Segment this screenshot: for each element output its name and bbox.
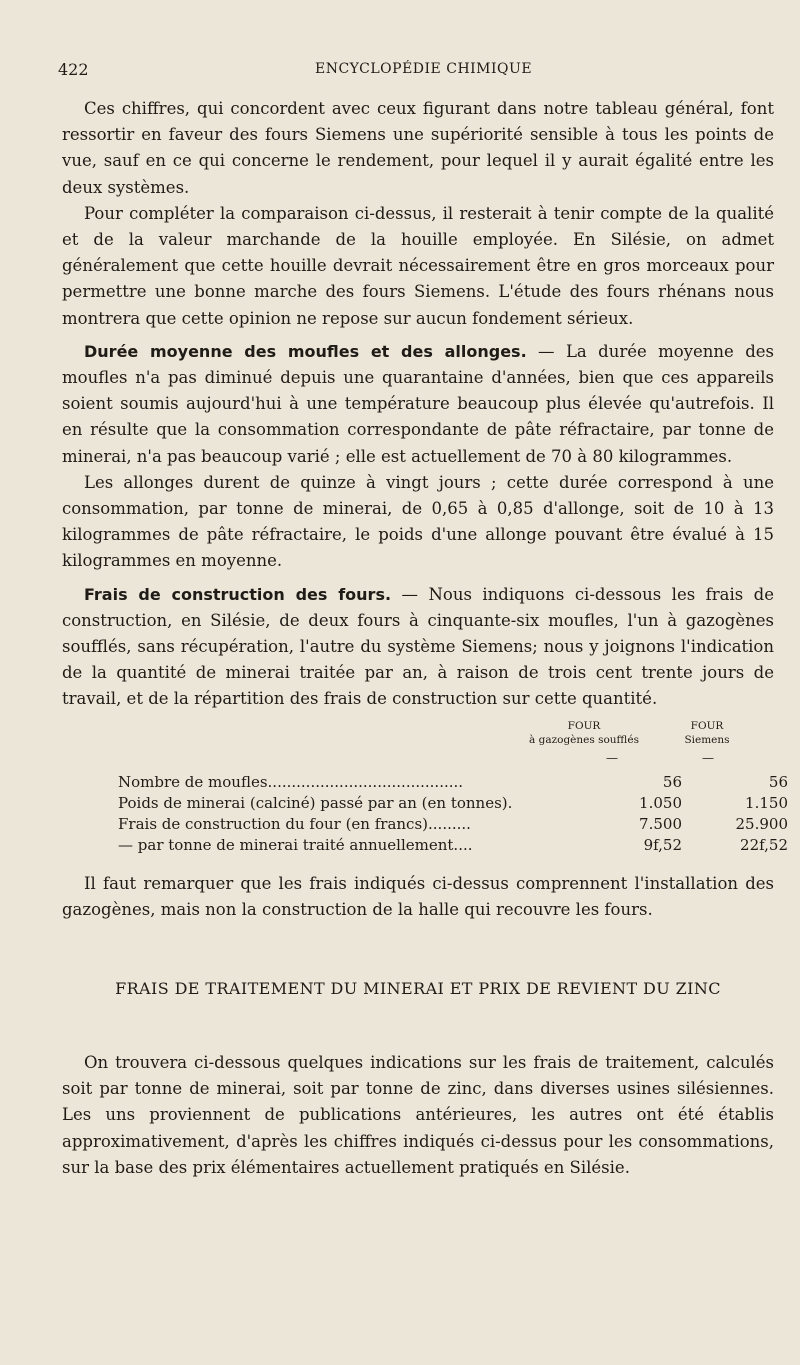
row-label: Poids de minerai (calciné) passé par an (en tonnes). (118, 793, 513, 812)
section-title-frais-traitement: FRAIS DE TRAITEMENT DU MINERAI ET PRIX DE REVIENT DU ZINC (115, 979, 721, 999)
paragraph-1: Ces chiffres, qui concordent avec ceux figurant dans notre tableau général, font ressortir en faveur des fours Siemens une supériorité sensible à tous les points de vue, sauf en ce qui concerne le rendement, pour lequel il y aurait égalité entre les deux systèmes. (62, 99, 774, 197)
section-heading-duree: Durée moyenne des moufles et des allonges. (84, 341, 527, 361)
row-value-gazogenes: 7.500 (639, 814, 682, 833)
col-header-gazogenes (514, 719, 654, 747)
col-header-gazogenes-l1: FOUR (567, 719, 601, 732)
row-value-gazogenes: 9f,52 (643, 835, 682, 854)
row-value-siemens: 1.150 (745, 793, 788, 812)
section-frais (62, 582, 774, 713)
section-heading-frais: Frais de construction des fours. (84, 584, 392, 604)
section-duree (62, 339, 774, 470)
row-value-siemens: 25.900 (735, 814, 788, 833)
table-row (118, 772, 788, 795)
row-value-siemens: 56 (768, 772, 788, 791)
col-dash-2: — (702, 750, 714, 765)
page-body (62, 96, 788, 1181)
row-label: Frais de construction du four (en francs)......... (118, 814, 471, 833)
row-value-gazogenes: 1.050 (639, 793, 682, 812)
paragraph-2: Pour compléter la comparaison ci-dessus, il resterait à tenir compte de la qualité et de la valeur marchande de la houille employée. En Silésie, on admet généralement que cette houille devrait nécessairement être en gros morceaux pour permettre une bonne marche des fours Siemens. L'étude des fours rhénans nous montrera que cette opinion ne repose sur aucun fondement sérieux. (62, 203, 774, 328)
paragraph-3: Les allonges durent de quinze à vingt jours ; cette durée correspond à une consommation, par tonne de minerai, de 0,65 à 0,85 d'allonge, soit de 10 à 13 kilogrammes de pâte réfractaire, le poids d'une allonge pouvant être évalué à 15 kilogrammes en moyenne. (62, 472, 774, 571)
table-row (118, 835, 788, 858)
col-dash-1: — (606, 750, 618, 765)
section-text-duree: — La durée moyenne des moufles n'a pas diminué depuis une quarantaine d'années, bien que ces appareils soient soumis aujourd'hui à une température beaucoup plus élevée qu'autrefois. Il en résulte que la consommation correspondante de pâte réfractaire, par tonne de minerai, n'a pas beaucoup varié ; elle est actuellement de 70 à 80 kilogrammes. (62, 341, 774, 466)
row-value-siemens: 22f,52 (740, 835, 788, 854)
section-text-frais: — Nous indiquons ci-dessous les frais de construction, en Silésie, de deux fours à cinquante-six moufles, l'un à gazogènes soufflés, sans récupération, l'autre du système Siemens; nous y joignons l'indication de la quantité de minerai traitée par an, à raison de trois cent trente jours de travail, et de la répartition des frais de construction sur cette quantité. (62, 584, 775, 709)
table-row (118, 793, 788, 816)
paragraph-4: Il faut remarquer que les frais indiqués ci-dessus comprennent l'installation des gazogènes, mais non la construction de la halle qui recouvre les fours. (62, 873, 774, 919)
row-label: Nombre de moufles......................................... (118, 772, 464, 791)
col-header-gazogenes-l2: à gazogènes soufflés (529, 733, 639, 746)
row-label: — par tonne de minerai traité annuellement.... (118, 835, 473, 854)
table-row (118, 814, 788, 837)
col-header-siemens-l1: FOUR (690, 719, 724, 732)
row-value-gazogenes: 56 (662, 772, 682, 791)
col-header-siemens-l2: Siemens (684, 733, 730, 746)
page-header (58, 60, 758, 84)
cost-table (62, 719, 788, 867)
page-number: 422 (58, 60, 89, 79)
paragraph-5: On trouvera ci-dessous quelques indications sur les frais de traitement, calculés soit par tonne de minerai, soit par tonne de zinc, dans diverses usines silésiennes. Les uns proviennent de publications antérieures, les autres ont été établis approximativement, d'après les chiffres indiqués ci-dessus pour les consommations, sur la base des prix élémentaires actuellement pratiqués en Silésie. (62, 1053, 774, 1177)
col-header-siemens (667, 719, 747, 747)
running-title: ENCYCLOPÉDIE CHIMIQUE (315, 61, 533, 77)
